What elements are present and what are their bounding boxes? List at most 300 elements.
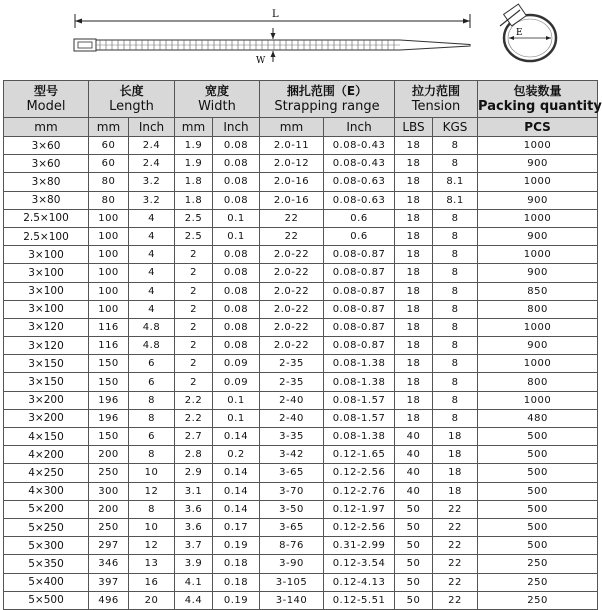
unit-length-inch: Inch [129,118,175,137]
cell-length-mm: 196 [89,409,129,427]
cell-tension-kgs: 22 [433,591,478,609]
cell-tension-lbs: 18 [395,318,433,336]
cell-strapping-mm: 3-105 [260,573,324,591]
cell-model: 3×100 [4,282,89,300]
table-row [4,227,598,245]
cell-tension-kgs: 8.1 [433,173,478,191]
cell-packing-pcs: 500 [478,446,598,464]
cell-tension-lbs: 18 [395,173,433,191]
cell-tension-kgs: 22 [433,518,478,536]
cell-length-mm: 397 [89,573,129,591]
cell-strapping-inch: 0.12-1.97 [324,500,395,518]
cell-strapping-mm: 2-35 [260,373,324,391]
cell-tension-kgs: 8 [433,409,478,427]
table-row [4,537,598,555]
cell-length-mm: 100 [89,300,129,318]
table-row [4,555,598,573]
table-row [4,155,598,173]
cell-packing-pcs: 800 [478,300,598,318]
unit-strapping-inch: Inch [324,118,395,137]
cell-strapping-inch: 0.08-1.38 [324,428,395,446]
cell-strapping-mm: 2.0-22 [260,282,324,300]
cable-tie-diagram [0,0,600,80]
cell-model: 5×250 [4,518,89,536]
cell-width-inch: 0.14 [213,500,260,518]
cell-length-inch: 6 [129,373,175,391]
cell-strapping-inch: 0.12-1.65 [324,446,395,464]
cell-tension-lbs: 18 [395,391,433,409]
cell-tension-kgs: 8 [433,300,478,318]
cell-strapping-mm: 22 [260,227,324,245]
cell-width-inch: 0.1 [213,409,260,427]
cell-tension-lbs: 40 [395,482,433,500]
cell-length-mm: 200 [89,500,129,518]
cell-tension-kgs: 8 [433,318,478,336]
header-length: 长度 Length [89,81,175,118]
length-label: L [272,9,279,20]
table-row [4,282,598,300]
cell-length-mm: 250 [89,518,129,536]
cell-tension-lbs: 18 [395,155,433,173]
cell-tension-lbs: 18 [395,246,433,264]
cell-strapping-mm: 3-90 [260,555,324,573]
header-row-units [4,118,598,137]
cell-width-inch: 0.18 [213,555,260,573]
cell-tension-kgs: 8.1 [433,191,478,209]
cell-length-mm: 80 [89,173,129,191]
cell-width-inch: 0.1 [213,209,260,227]
cell-width-inch: 0.1 [213,227,260,245]
cell-tension-lbs: 18 [395,355,433,373]
cell-strapping-inch: 0.6 [324,209,395,227]
cell-model: 3×120 [4,337,89,355]
cell-model: 3×120 [4,318,89,336]
header-row-titles [4,81,598,118]
cell-length-mm: 100 [89,227,129,245]
cell-tension-lbs: 18 [395,282,433,300]
table-row [4,173,598,191]
cell-strapping-mm: 2.0-11 [260,137,324,155]
cell-width-mm: 2.2 [175,409,213,427]
cell-width-mm: 1.9 [175,137,213,155]
cell-strapping-mm: 3-140 [260,591,324,609]
cell-width-mm: 3.7 [175,537,213,555]
cell-model: 3×80 [4,191,89,209]
cell-strapping-inch: 0.08-0.87 [324,282,395,300]
cell-strapping-inch: 0.08-1.57 [324,391,395,409]
cell-width-inch: 0.08 [213,282,260,300]
cell-model: 4×300 [4,482,89,500]
cell-tension-lbs: 50 [395,591,433,609]
cell-packing-pcs: 900 [478,337,598,355]
cell-packing-pcs: 800 [478,373,598,391]
cell-model: 3×80 [4,173,89,191]
cell-length-inch: 12 [129,537,175,555]
cell-width-inch: 0.2 [213,446,260,464]
cell-length-mm: 100 [89,246,129,264]
cell-tension-lbs: 18 [395,191,433,209]
cell-packing-pcs: 250 [478,573,598,591]
cell-strapping-mm: 2.0-22 [260,318,324,336]
cell-packing-pcs: 1000 [478,246,598,264]
spec-table [3,80,602,610]
cell-length-inch: 4 [129,246,175,264]
table-row [4,246,598,264]
cell-length-mm: 300 [89,482,129,500]
cell-strapping-mm: 2-40 [260,391,324,409]
cell-packing-pcs: 900 [478,191,598,209]
table-row [4,573,598,591]
cell-width-inch: 0.09 [213,355,260,373]
cell-tension-kgs: 8 [433,246,478,264]
looped-tie-diagram [500,4,556,61]
cell-length-mm: 100 [89,282,129,300]
unit-packing-pcs: PCS [478,118,598,137]
cell-packing-pcs: 1000 [478,391,598,409]
cell-width-mm: 2 [175,373,213,391]
cell-tension-kgs: 18 [433,428,478,446]
cell-strapping-mm: 2.0-16 [260,173,324,191]
header-strapping-range: 捆扎范围（E） Strapping range [260,81,395,118]
cell-length-mm: 60 [89,137,129,155]
cell-model: 5×200 [4,500,89,518]
cell-packing-pcs: 500 [478,482,598,500]
cell-tension-kgs: 18 [433,446,478,464]
cell-width-mm: 2.7 [175,428,213,446]
cell-width-inch: 0.08 [213,264,260,282]
cell-strapping-inch: 0.08-1.38 [324,355,395,373]
cell-strapping-inch: 0.08-0.87 [324,300,395,318]
cell-width-inch: 0.14 [213,428,260,446]
cell-tension-kgs: 8 [433,137,478,155]
cell-strapping-mm: 22 [260,209,324,227]
cell-width-mm: 1.8 [175,191,213,209]
cell-tension-lbs: 18 [395,409,433,427]
cell-length-inch: 12 [129,482,175,500]
cell-strapping-mm: 3-65 [260,518,324,536]
cell-model: 5×400 [4,573,89,591]
cell-length-inch: 3.2 [129,191,175,209]
cell-width-inch: 0.1 [213,391,260,409]
table-row [4,518,598,536]
cell-model: 4×150 [4,428,89,446]
table-row [4,191,598,209]
cell-width-mm: 3.9 [175,555,213,573]
cell-model: 3×60 [4,155,89,173]
cell-width-inch: 0.14 [213,464,260,482]
cell-strapping-inch: 0.12-2.56 [324,464,395,482]
cell-length-inch: 4.8 [129,337,175,355]
cell-strapping-inch: 0.08-0.87 [324,264,395,282]
cell-strapping-inch: 0.6 [324,227,395,245]
cell-width-inch: 0.17 [213,518,260,536]
table-row [4,373,598,391]
table-row [4,300,598,318]
cell-strapping-mm: 3-42 [260,446,324,464]
cell-width-mm: 4.4 [175,591,213,609]
unit-width-inch: Inch [213,118,260,137]
cell-tension-kgs: 18 [433,464,478,482]
cell-packing-pcs: 500 [478,464,598,482]
cell-strapping-mm: 2.0-22 [260,337,324,355]
cell-packing-pcs: 900 [478,264,598,282]
cell-width-inch: 0.14 [213,482,260,500]
cell-width-mm: 4.1 [175,573,213,591]
cell-tension-lbs: 40 [395,464,433,482]
table-row [4,464,598,482]
tie-strap-shape [96,40,470,50]
cell-tension-lbs: 40 [395,428,433,446]
cell-strapping-inch: 0.31-2.99 [324,537,395,555]
table-row [4,355,598,373]
cell-width-mm: 2.9 [175,464,213,482]
cell-strapping-mm: 3-50 [260,500,324,518]
unit-length-mm: mm [89,118,129,137]
cell-model: 2.5×100 [4,209,89,227]
cell-width-inch: 0.09 [213,373,260,391]
cell-length-inch: 4 [129,264,175,282]
cell-strapping-inch: 0.08-0.63 [324,173,395,191]
cell-width-mm: 1.8 [175,173,213,191]
cell-strapping-mm: 2.0-12 [260,155,324,173]
cell-tension-kgs: 22 [433,537,478,555]
cell-width-inch: 0.08 [213,155,260,173]
cell-length-inch: 2.4 [129,137,175,155]
cell-tension-lbs: 50 [395,537,433,555]
cell-length-inch: 6 [129,355,175,373]
cell-model: 5×300 [4,537,89,555]
table-row [4,337,598,355]
cell-model: 5×500 [4,591,89,609]
cell-strapping-inch: 0.08-0.63 [324,191,395,209]
cell-tension-lbs: 50 [395,573,433,591]
cell-length-inch: 10 [129,518,175,536]
cell-length-inch: 16 [129,573,175,591]
cell-width-mm: 3.6 [175,500,213,518]
cell-width-inch: 0.08 [213,173,260,191]
cell-tension-lbs: 50 [395,500,433,518]
cell-strapping-inch: 0.08-1.38 [324,373,395,391]
cell-length-inch: 8 [129,409,175,427]
cell-strapping-mm: 2.0-22 [260,300,324,318]
cell-packing-pcs: 480 [478,409,598,427]
cell-width-inch: 0.19 [213,591,260,609]
cell-model: 3×200 [4,391,89,409]
cell-packing-pcs: 1000 [478,209,598,227]
cell-width-inch: 0.08 [213,137,260,155]
cell-length-inch: 4 [129,227,175,245]
cell-length-mm: 60 [89,155,129,173]
cell-width-mm: 2 [175,337,213,355]
unit-tension-kgs: KGS [433,118,478,137]
cell-strapping-inch: 0.08-0.87 [324,246,395,264]
unit-width-mm: mm [175,118,213,137]
cell-strapping-inch: 0.08-0.43 [324,137,395,155]
cell-tension-lbs: 18 [395,373,433,391]
cell-length-inch: 4 [129,209,175,227]
cell-strapping-mm: 8-76 [260,537,324,555]
cell-tension-kgs: 8 [433,227,478,245]
cell-length-inch: 8 [129,446,175,464]
cell-strapping-mm: 3-35 [260,428,324,446]
table-row [4,391,598,409]
cell-width-mm: 1.9 [175,155,213,173]
cell-length-mm: 80 [89,191,129,209]
cell-width-mm: 2 [175,300,213,318]
cell-packing-pcs: 250 [478,555,598,573]
cell-length-mm: 150 [89,355,129,373]
cell-width-inch: 0.08 [213,337,260,355]
cell-strapping-inch: 0.12-2.76 [324,482,395,500]
table-row [4,409,598,427]
cell-length-mm: 150 [89,373,129,391]
cell-strapping-mm: 2.0-22 [260,264,324,282]
cell-length-mm: 116 [89,318,129,336]
table-row [4,264,598,282]
cell-width-inch: 0.18 [213,573,260,591]
cell-packing-pcs: 500 [478,518,598,536]
cell-width-mm: 2 [175,246,213,264]
header-width: 宽度 Width [175,81,260,118]
cell-width-mm: 3.6 [175,518,213,536]
cell-tension-kgs: 22 [433,573,478,591]
cell-tension-lbs: 18 [395,300,433,318]
cell-tension-kgs: 8 [433,209,478,227]
table-row [4,318,598,336]
cell-model: 5×350 [4,555,89,573]
cell-length-inch: 4.8 [129,318,175,336]
cell-tension-kgs: 22 [433,555,478,573]
cell-width-inch: 0.08 [213,191,260,209]
unit-tension-lbs: LBS [395,118,433,137]
cell-width-inch: 0.08 [213,300,260,318]
cell-strapping-inch: 0.12-3.54 [324,555,395,573]
cell-tension-lbs: 18 [395,137,433,155]
cell-model: 3×60 [4,137,89,155]
cell-packing-pcs: 1000 [478,318,598,336]
cell-length-inch: 2.4 [129,155,175,173]
cell-length-inch: 8 [129,500,175,518]
cell-model: 3×100 [4,264,89,282]
width-label: W [256,56,266,66]
cell-strapping-mm: 3-65 [260,464,324,482]
cell-width-mm: 2 [175,264,213,282]
cell-length-inch: 6 [129,428,175,446]
cell-length-inch: 4 [129,282,175,300]
cell-length-inch: 13 [129,555,175,573]
cell-packing-pcs: 850 [478,282,598,300]
table-row [4,209,598,227]
cell-model: 4×250 [4,464,89,482]
cell-length-inch: 10 [129,464,175,482]
cell-strapping-inch: 0.08-0.43 [324,155,395,173]
table-row [4,137,598,155]
cell-packing-pcs: 250 [478,591,598,609]
cell-length-mm: 496 [89,591,129,609]
cell-tension-lbs: 18 [395,209,433,227]
table-row [4,591,598,609]
header-model: 型号 Model [4,81,89,118]
cell-width-mm: 2.5 [175,227,213,245]
table-row [4,500,598,518]
cell-length-mm: 116 [89,337,129,355]
cell-tension-kgs: 8 [433,264,478,282]
cell-length-inch: 3.2 [129,173,175,191]
cell-tension-lbs: 18 [395,227,433,245]
tie-head-shape [74,39,96,51]
cell-strapping-inch: 0.08-1.57 [324,409,395,427]
diameter-label: E [516,28,523,38]
cell-packing-pcs: 1000 [478,355,598,373]
cell-length-mm: 346 [89,555,129,573]
cell-length-mm: 100 [89,264,129,282]
header-packing-quantity: 包装数量 Packing quantity [478,81,598,118]
cell-length-mm: 297 [89,537,129,555]
table-row [4,482,598,500]
cell-tension-kgs: 8 [433,282,478,300]
cell-strapping-inch: 0.12-4.13 [324,573,395,591]
table-row [4,428,598,446]
unit-model-mm: mm [4,118,89,137]
cell-length-mm: 150 [89,428,129,446]
cell-width-inch: 0.08 [213,318,260,336]
table-row [4,446,598,464]
cell-strapping-mm: 2-35 [260,355,324,373]
cell-length-inch: 8 [129,391,175,409]
cell-strapping-inch: 0.12-2.56 [324,518,395,536]
cell-width-mm: 2.2 [175,391,213,409]
cell-model: 3×100 [4,300,89,318]
cell-length-mm: 250 [89,464,129,482]
cell-strapping-mm: 2.0-22 [260,246,324,264]
cell-strapping-inch: 0.08-0.87 [324,337,395,355]
spec-table-body [4,137,598,610]
cell-packing-pcs: 500 [478,500,598,518]
cell-width-mm: 2 [175,318,213,336]
cell-strapping-inch: 0.12-5.51 [324,591,395,609]
cell-model: 4×200 [4,446,89,464]
cell-width-mm: 2 [175,282,213,300]
cell-width-mm: 3.1 [175,482,213,500]
cell-tension-kgs: 18 [433,482,478,500]
cell-length-mm: 200 [89,446,129,464]
cell-length-inch: 20 [129,591,175,609]
cell-width-mm: 2.8 [175,446,213,464]
cell-width-inch: 0.19 [213,537,260,555]
cell-packing-pcs: 1000 [478,173,598,191]
cell-width-inch: 0.08 [213,246,260,264]
cell-packing-pcs: 1000 [478,137,598,155]
cell-tension-lbs: 40 [395,446,433,464]
cell-tension-lbs: 18 [395,337,433,355]
cell-packing-pcs: 500 [478,428,598,446]
cell-tension-lbs: 50 [395,518,433,536]
cell-width-mm: 2.5 [175,209,213,227]
cell-length-mm: 196 [89,391,129,409]
cell-packing-pcs: 900 [478,155,598,173]
cell-model: 3×150 [4,373,89,391]
cell-length-inch: 4 [129,300,175,318]
cell-model: 2.5×100 [4,227,89,245]
cell-length-mm: 100 [89,209,129,227]
header-tension: 拉力范围 Tension [395,81,478,118]
cell-tension-kgs: 8 [433,373,478,391]
cell-tension-kgs: 8 [433,391,478,409]
cell-tension-kgs: 8 [433,155,478,173]
cell-tension-lbs: 18 [395,264,433,282]
cell-strapping-mm: 3-70 [260,482,324,500]
cell-tension-kgs: 8 [433,337,478,355]
